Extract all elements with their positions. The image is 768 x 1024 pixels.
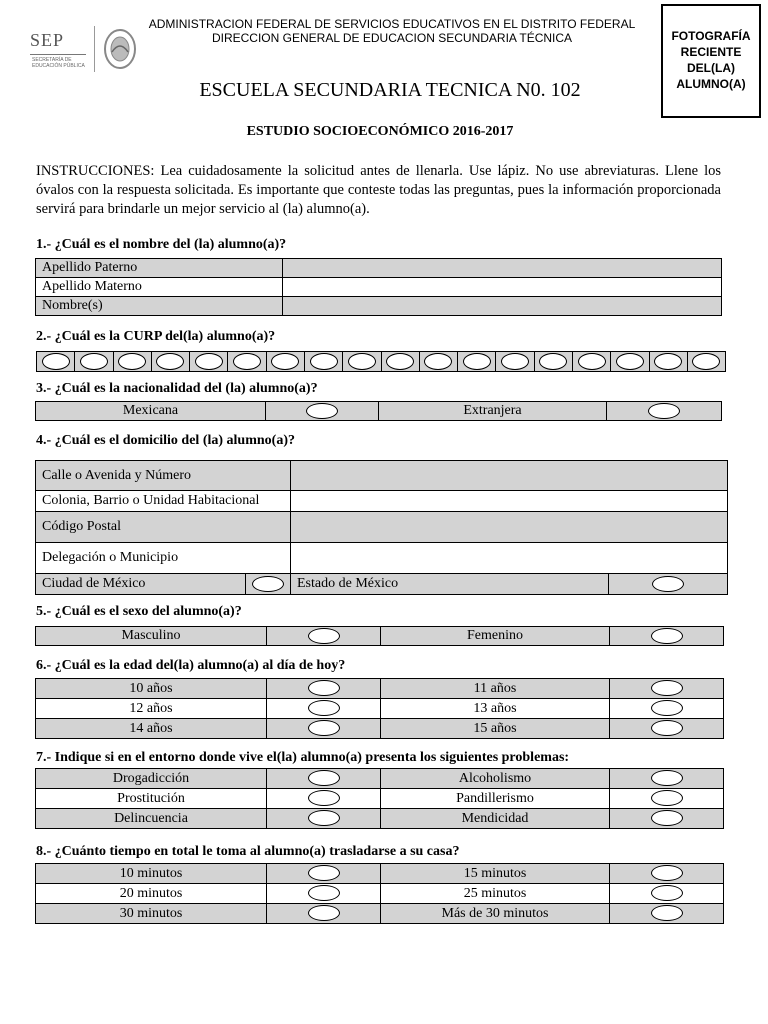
q6-table bbox=[35, 678, 724, 739]
curp-oval[interactable] bbox=[616, 353, 644, 370]
q8-oval[interactable] bbox=[308, 905, 340, 921]
q5-oval-femenino[interactable] bbox=[651, 628, 683, 644]
curp-oval[interactable] bbox=[424, 353, 452, 370]
q7-title: 7.- Indique si en el entorno donde vive el(la) alumno(a) presenta los siguientes problemas: bbox=[36, 750, 570, 765]
curp-oval[interactable] bbox=[118, 353, 146, 370]
q8-oval[interactable] bbox=[308, 885, 340, 901]
q1-name-table bbox=[35, 258, 722, 316]
curp-oval[interactable] bbox=[386, 353, 414, 370]
q8-oval[interactable] bbox=[651, 865, 683, 881]
q7-oval[interactable] bbox=[308, 790, 340, 806]
q6-title: 6.- ¿Cuál es la edad del(la) alumno(a) al día de hoy? bbox=[36, 658, 346, 673]
q6-opt: 14 años bbox=[36, 719, 267, 739]
q8-title: 8.- ¿Cuánto tiempo en total le toma al alumno(a) trasladarse a su casa? bbox=[36, 844, 460, 859]
header-line-1: ADMINISTRACION FEDERAL DE SERVICIOS EDUCATIVOS EN EL DISTRITO FEDERAL bbox=[148, 17, 636, 31]
q6-oval[interactable] bbox=[651, 680, 683, 696]
q7-oval[interactable] bbox=[651, 790, 683, 806]
q4-label-delegacion: Delegación o Municipio bbox=[36, 543, 291, 574]
q4-state-table bbox=[35, 573, 728, 595]
curp-oval[interactable] bbox=[539, 353, 567, 370]
q6-oval[interactable] bbox=[651, 720, 683, 736]
curp-oval[interactable] bbox=[310, 353, 338, 370]
q4-opt-cdmx: Ciudad de México bbox=[36, 574, 246, 595]
q4-input-delegacion[interactable] bbox=[291, 543, 728, 574]
q5-table bbox=[35, 626, 724, 646]
sep-logo-sub1: SECRETARÍA DE bbox=[32, 57, 72, 63]
school-name: ESCUELA SECUNDARIA TECNICA N0. 102 bbox=[199, 79, 581, 101]
q8-opt: 25 minutos bbox=[381, 884, 610, 904]
q7-oval[interactable] bbox=[651, 810, 683, 826]
q7-oval[interactable] bbox=[651, 770, 683, 786]
photo-box-line2: RECIENTE bbox=[680, 45, 742, 59]
q8-opt: Más de 30 minutos bbox=[381, 904, 610, 924]
study-title: ESTUDIO SOCIOECONÓMICO 2016-2017 bbox=[246, 124, 514, 139]
q7-oval[interactable] bbox=[308, 810, 340, 826]
q3-opt-extranjera: Extranjera bbox=[379, 402, 607, 421]
curp-oval[interactable] bbox=[195, 353, 223, 370]
q7-opt: Prostitución bbox=[36, 789, 267, 809]
q1-label-paterno: Apellido Paterno bbox=[36, 259, 283, 278]
q8-oval[interactable] bbox=[308, 865, 340, 881]
curp-oval[interactable] bbox=[654, 353, 682, 370]
q4-input-cp[interactable] bbox=[291, 512, 728, 543]
q6-oval[interactable] bbox=[308, 680, 340, 696]
q4-label-cp: Código Postal bbox=[36, 512, 291, 543]
q3-table bbox=[35, 401, 722, 421]
q1-label-materno: Apellido Materno bbox=[36, 278, 283, 297]
q6-opt: 12 años bbox=[36, 699, 267, 719]
q5-title: 5.- ¿Cuál es el sexo del alumno(a)? bbox=[36, 604, 242, 619]
q4-label-colonia: Colonia, Barrio o Unidad Habitacional bbox=[36, 491, 291, 512]
q8-opt: 10 minutos bbox=[36, 864, 267, 884]
curp-oval[interactable] bbox=[80, 353, 108, 370]
curp-oval[interactable] bbox=[501, 353, 529, 370]
curp-oval[interactable] bbox=[578, 353, 606, 370]
q7-opt: Delincuencia bbox=[36, 809, 267, 829]
q4-title: 4.- ¿Cuál es el domicilio del (la) alumno(a)? bbox=[36, 433, 295, 448]
q5-opt-femenino: Femenino bbox=[381, 627, 610, 646]
curp-oval[interactable] bbox=[463, 353, 491, 370]
q5-oval-masculino[interactable] bbox=[308, 628, 340, 644]
q8-opt: 20 minutos bbox=[36, 884, 267, 904]
photo-box-line1: FOTOGRAFÍA bbox=[671, 29, 751, 43]
q8-table bbox=[35, 863, 724, 924]
q7-opt: Alcoholismo bbox=[381, 769, 610, 789]
q1-title: 1.- ¿Cuál es el nombre del (la) alumno(a)? bbox=[36, 237, 287, 252]
q1-label-nombre: Nombre(s) bbox=[36, 297, 283, 316]
q4-input-colonia[interactable] bbox=[291, 491, 728, 512]
q6-oval[interactable] bbox=[651, 700, 683, 716]
sep-logo bbox=[30, 22, 140, 80]
q7-oval[interactable] bbox=[308, 770, 340, 786]
q8-opt: 30 minutos bbox=[36, 904, 267, 924]
q4-input-calle[interactable] bbox=[291, 461, 728, 491]
q4-oval-cdmx[interactable] bbox=[252, 576, 284, 592]
q3-oval-mexicana[interactable] bbox=[306, 403, 338, 419]
q8-opt: 15 minutos bbox=[381, 864, 610, 884]
q4-opt-edomex: Estado de México bbox=[291, 574, 609, 595]
q7-opt: Pandillerismo bbox=[381, 789, 610, 809]
curp-oval[interactable] bbox=[42, 353, 70, 370]
sep-logo-text: SEP bbox=[30, 30, 65, 50]
curp-oval[interactable] bbox=[348, 353, 376, 370]
q6-oval[interactable] bbox=[308, 720, 340, 736]
curp-oval[interactable] bbox=[692, 353, 720, 370]
q6-oval[interactable] bbox=[308, 700, 340, 716]
q2-title: 2.- ¿Cuál es la CURP del(la) alumno(a)? bbox=[36, 329, 276, 344]
q3-opt-mexicana: Mexicana bbox=[36, 402, 266, 421]
photo-box-line4: ALUMNO(A) bbox=[676, 77, 746, 91]
q6-opt: 15 años bbox=[381, 719, 610, 739]
curp-oval[interactable] bbox=[271, 353, 299, 370]
q3-oval-extranjera[interactable] bbox=[648, 403, 680, 419]
curp-oval[interactable] bbox=[156, 353, 184, 370]
q6-opt: 13 años bbox=[381, 699, 610, 719]
curp-oval[interactable] bbox=[233, 353, 261, 370]
q8-oval[interactable] bbox=[651, 905, 683, 921]
q7-opt: Mendicidad bbox=[381, 809, 610, 829]
sep-logo-sub2: EDUCACIÓN PÚBLICA bbox=[32, 63, 85, 69]
curp-oval-row bbox=[36, 351, 726, 372]
q7-opt: Drogadicción bbox=[36, 769, 267, 789]
q1-input-materno[interactable] bbox=[283, 278, 722, 297]
q5-opt-masculino: Masculino bbox=[36, 627, 267, 646]
q1-input-nombre[interactable] bbox=[283, 297, 722, 316]
q4-address-table bbox=[35, 460, 728, 574]
q8-oval[interactable] bbox=[651, 885, 683, 901]
q1-input-paterno[interactable] bbox=[283, 259, 722, 278]
header-line-2: DIRECCION GENERAL DE EDUCACION SECUNDARIA TÉCNICA bbox=[211, 31, 573, 45]
q3-title: 3.- ¿Cuál es la nacionalidad del (la) alumno(a)? bbox=[36, 381, 318, 396]
q7-table bbox=[35, 768, 724, 829]
q4-oval-edomex[interactable] bbox=[652, 576, 684, 592]
q6-opt: 11 años bbox=[381, 679, 610, 699]
instructions: INSTRUCCIONES: Lea cuidadosamente la solicitud antes de llenarla. Use lápiz. No use abreviaturas. Llene los óvalos con la respuesta solicitada. Es importante que conteste todas las preguntas, pues la información proporcionada servirá para brindarle un mejor servicio al (la) alumno(a). bbox=[36, 163, 721, 217]
q4-label-calle: Calle o Avenida y Número bbox=[36, 461, 291, 491]
q6-opt: 10 años bbox=[36, 679, 267, 699]
photo-box-line3: DEL(LA) bbox=[687, 61, 735, 75]
